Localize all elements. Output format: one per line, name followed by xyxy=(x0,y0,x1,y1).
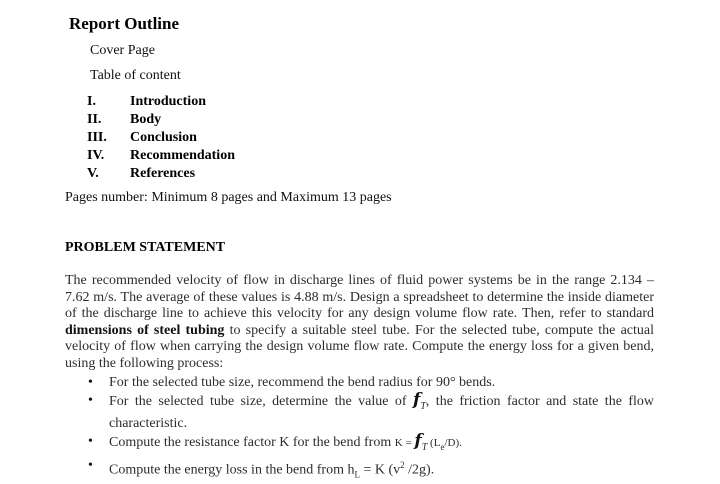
section-numeral: II. xyxy=(87,112,102,127)
outline-title: Report Outline xyxy=(69,14,180,33)
section-label: Introduction xyxy=(130,94,206,109)
section-item xyxy=(87,147,235,165)
problem-statement-heading: PROBLEM STATEMENT xyxy=(65,240,226,255)
step-text: Compute the energy loss in the bend from xyxy=(109,462,348,478)
section-numeral: IV. xyxy=(87,148,105,163)
step-text: For the selected tube size, determine the value of xyxy=(109,394,413,409)
section-numeral: III. xyxy=(87,130,107,145)
section-numeral: I. xyxy=(87,94,96,109)
formula-text: (L xyxy=(427,436,441,449)
table-of-content-item: Table of content xyxy=(90,68,181,83)
paragraph-text: The recommended velocity of flow in discharge lines of fluid power systems be in the range 2.134 – 7.62 m/s. The average of these values is 4.88 m/s. Design a spreadsheet to determine the inside diameter of the discharge line to achieve this velocity for any design volume flow rate. Then, refer to standard xyxy=(65,273,654,322)
section-label: Recommendation xyxy=(130,148,235,163)
step-text: Compute the resistance factor K for the bend from xyxy=(109,434,395,450)
paragraph-text: to specify a suitable steel tube. For the selected tube, compute the actual velocity of flow when carrying the design volume flow rate. Compute the energy loss for a given bend, using the following process: xyxy=(65,322,654,371)
process-step xyxy=(85,430,654,456)
cover-page-item: Cover Page xyxy=(90,43,155,58)
step-text: , the friction factor and state the flow characteristic. xyxy=(109,394,655,431)
bullet-icon: • xyxy=(88,433,93,449)
section-numeral: V. xyxy=(87,166,99,181)
section-item xyxy=(87,165,235,183)
friction-factor-symbol: f xyxy=(414,430,422,451)
paragraph-bold-term: dimensions of steel tubing xyxy=(65,322,225,338)
friction-factor-symbol: f xyxy=(412,390,421,410)
formula-text: /D). xyxy=(444,436,462,449)
section-label: Conclusion xyxy=(130,130,197,145)
problem-paragraph xyxy=(65,273,654,373)
section-list xyxy=(87,93,235,183)
section-item xyxy=(87,93,235,111)
step-text: For the selected tube size, recommend the bend radius for 90° bends. xyxy=(109,375,496,390)
formula-superscript: 2 xyxy=(400,459,405,470)
bullet-icon: • xyxy=(88,375,93,390)
process-step xyxy=(85,457,654,483)
formula-text: /2g). xyxy=(404,462,435,478)
process-list xyxy=(85,374,654,484)
section-label: References xyxy=(130,166,196,181)
bullet-icon: • xyxy=(88,457,93,473)
process-step xyxy=(85,374,654,391)
friction-factor-subscript: T xyxy=(420,400,426,412)
process-step xyxy=(85,392,654,432)
formula-text: h xyxy=(347,462,355,478)
friction-factor-subscript: T xyxy=(421,441,428,453)
bullet-icon: • xyxy=(88,393,93,408)
section-item xyxy=(87,111,235,129)
section-item xyxy=(87,129,235,147)
pages-number-line: Pages number: Minimum 8 pages and Maximum 13 pages xyxy=(65,190,392,205)
section-label: Body xyxy=(130,112,162,127)
formula-subscript: e xyxy=(440,441,445,452)
formula-k: K = xyxy=(394,436,415,449)
formula-text: = K (v xyxy=(359,462,401,478)
formula-subscript: L xyxy=(354,469,360,480)
